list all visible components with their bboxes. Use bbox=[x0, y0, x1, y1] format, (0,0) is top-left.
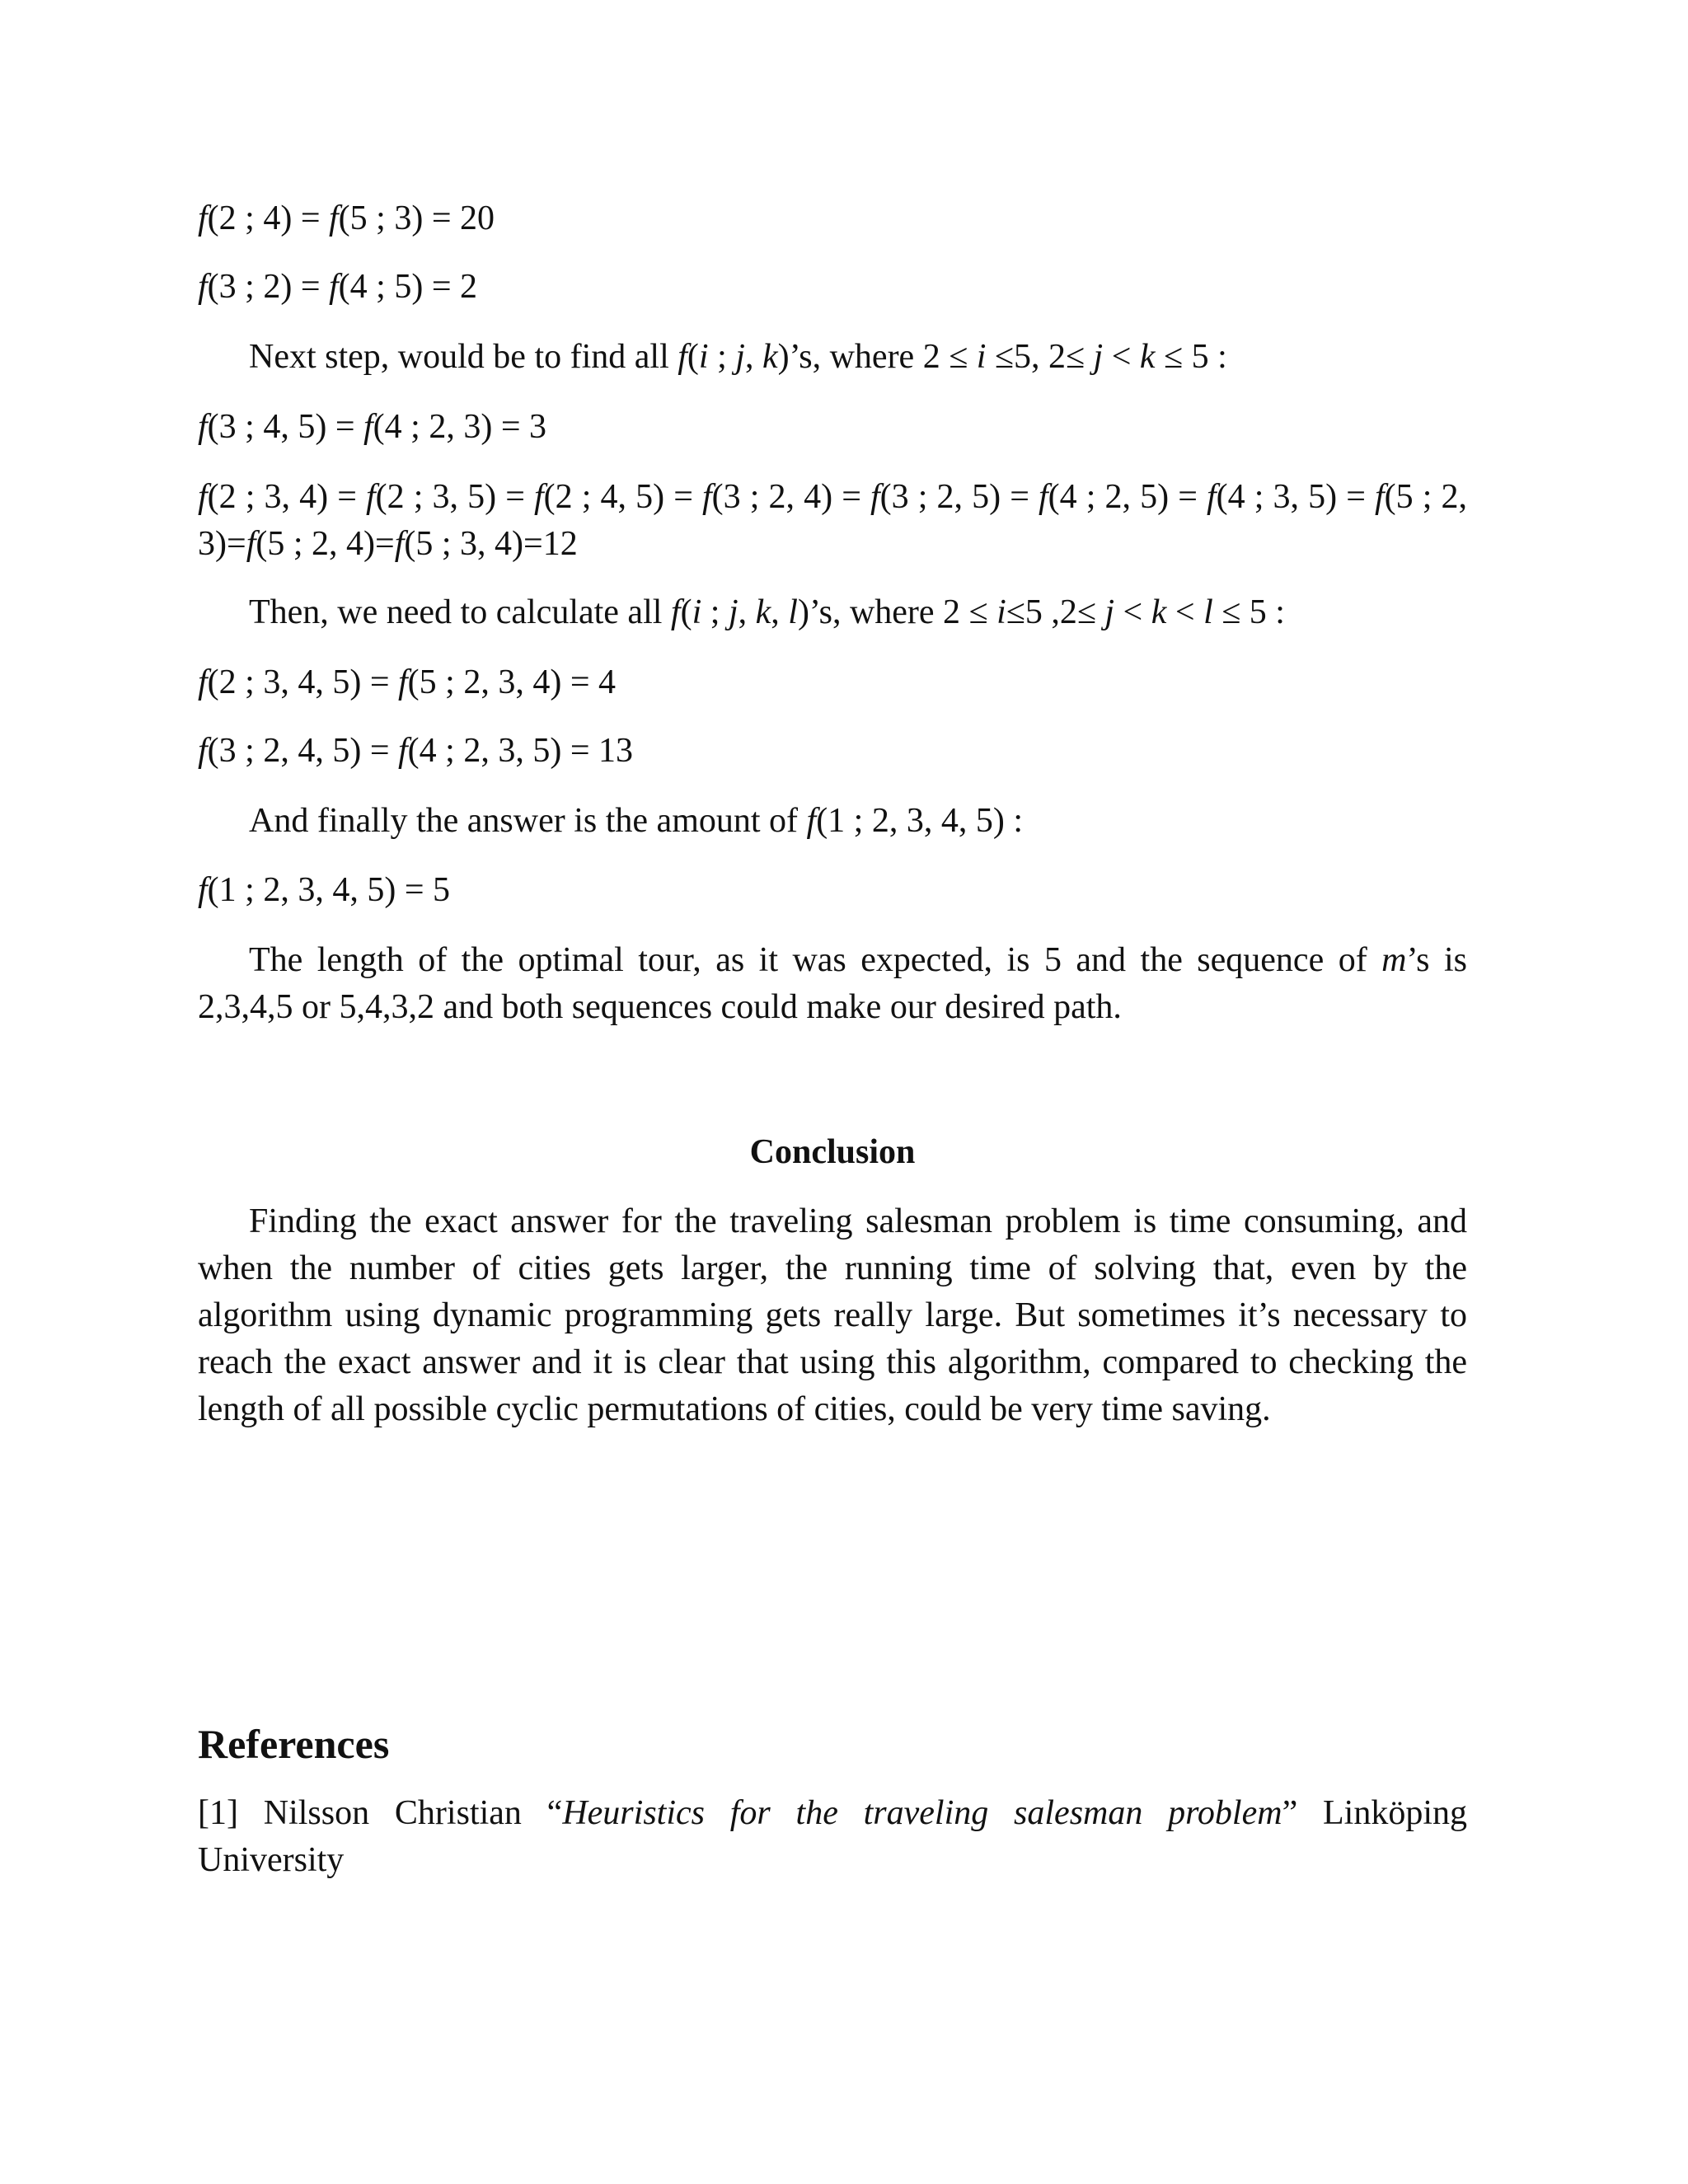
equation-text: f(3 ; 4, 5) = f(4 ; 2, 3) = 3 bbox=[198, 408, 546, 446]
reference-institution: Linköping University bbox=[198, 1794, 1467, 1879]
reference-number: [1] bbox=[198, 1794, 238, 1832]
reference-item: [1] Nilsson Christian “Heuristics for the traveling salesman problem” Linköping University bbox=[198, 1794, 1467, 1879]
equation-text: f(3 ; 2, 4, 5) = f(4 ; 2, 3, 5) = 13 bbox=[198, 732, 633, 770]
paragraph-finally bbox=[198, 798, 1467, 845]
section-heading-conclusion: Conclusion bbox=[749, 1133, 916, 1171]
paragraph-text: Then, we need to calculate all f(i ; j, k, l)’s, where 2 ≤ i≤5 ,2≤ j < k < l ≤ 5 : bbox=[249, 593, 1285, 631]
equation-f-1-2345 bbox=[198, 867, 1467, 914]
paragraph-next-step bbox=[198, 334, 1467, 381]
paragraph-conclusion: Finding the exact answer for the traveling salesman problem is time consuming, and when the number of cities gets larger, the running time of solving that, even by the algorithm using dynamic programming gets really large. But sometimes it’s necessary to reach the exact answer and it is clear that using this algorithm, compared to checking the length of all possible cyclic permutations of cities, could be very time saving. bbox=[198, 1202, 1467, 1428]
equation-f-3-45 bbox=[198, 404, 1467, 451]
equation-text: f(3 ; 2) = f(4 ; 5) = 2 bbox=[198, 268, 477, 306]
paragraph-text: And finally the answer is the amount of f(1 ; 2, 3, 4, 5) : bbox=[249, 802, 1023, 840]
equation-text: f(2 ; 3, 4, 5) = f(5 ; 2, 3, 4) = 4 bbox=[198, 663, 616, 701]
reference-title: Heuristics for the traveling salesman problem bbox=[562, 1794, 1282, 1832]
paragraph-then bbox=[198, 589, 1467, 636]
paragraph-text: Next step, would be to find all f(i ; j, k)’s, where 2 ≤ i ≤5, 2≤ j < k ≤ 5 : bbox=[249, 338, 1227, 376]
reference-author: Nilsson Christian bbox=[263, 1794, 522, 1832]
equation-f-3-245 bbox=[198, 728, 1467, 775]
equation-text: f(2 ; 3, 4) = f(2 ; 3, 5) = f(2 ; 4, 5) = f(3 ; 2, 4) = f(3 ; 2, 5) = f(4 ; 2, 5) = f(4 ; 3, 5) = f(5 ; 2, 3)=f(5 ; 2, 4)=f(5 ; 3, 4)=12 bbox=[198, 478, 1468, 563]
equation-f-3-2 bbox=[198, 264, 1467, 311]
equation-twelve-group bbox=[198, 474, 1467, 568]
paragraph-optimal-tour bbox=[198, 937, 1467, 1031]
equation-text: f(2 ; 4) = f(5 ; 3) = 20 bbox=[198, 199, 495, 237]
paragraph-text: The length of the optimal tour, as it was expected, is 5 and the sequence of m’s is 2,3,4,5 or 5,4,3,2 and both sequences could make our desired path. bbox=[198, 941, 1467, 1026]
section-heading-references: References bbox=[198, 1721, 390, 1767]
equation-text: f(1 ; 2, 3, 4, 5) = 5 bbox=[198, 871, 450, 909]
equation-f-2-4 bbox=[198, 195, 1467, 242]
equation-f-2-345 bbox=[198, 659, 1467, 706]
